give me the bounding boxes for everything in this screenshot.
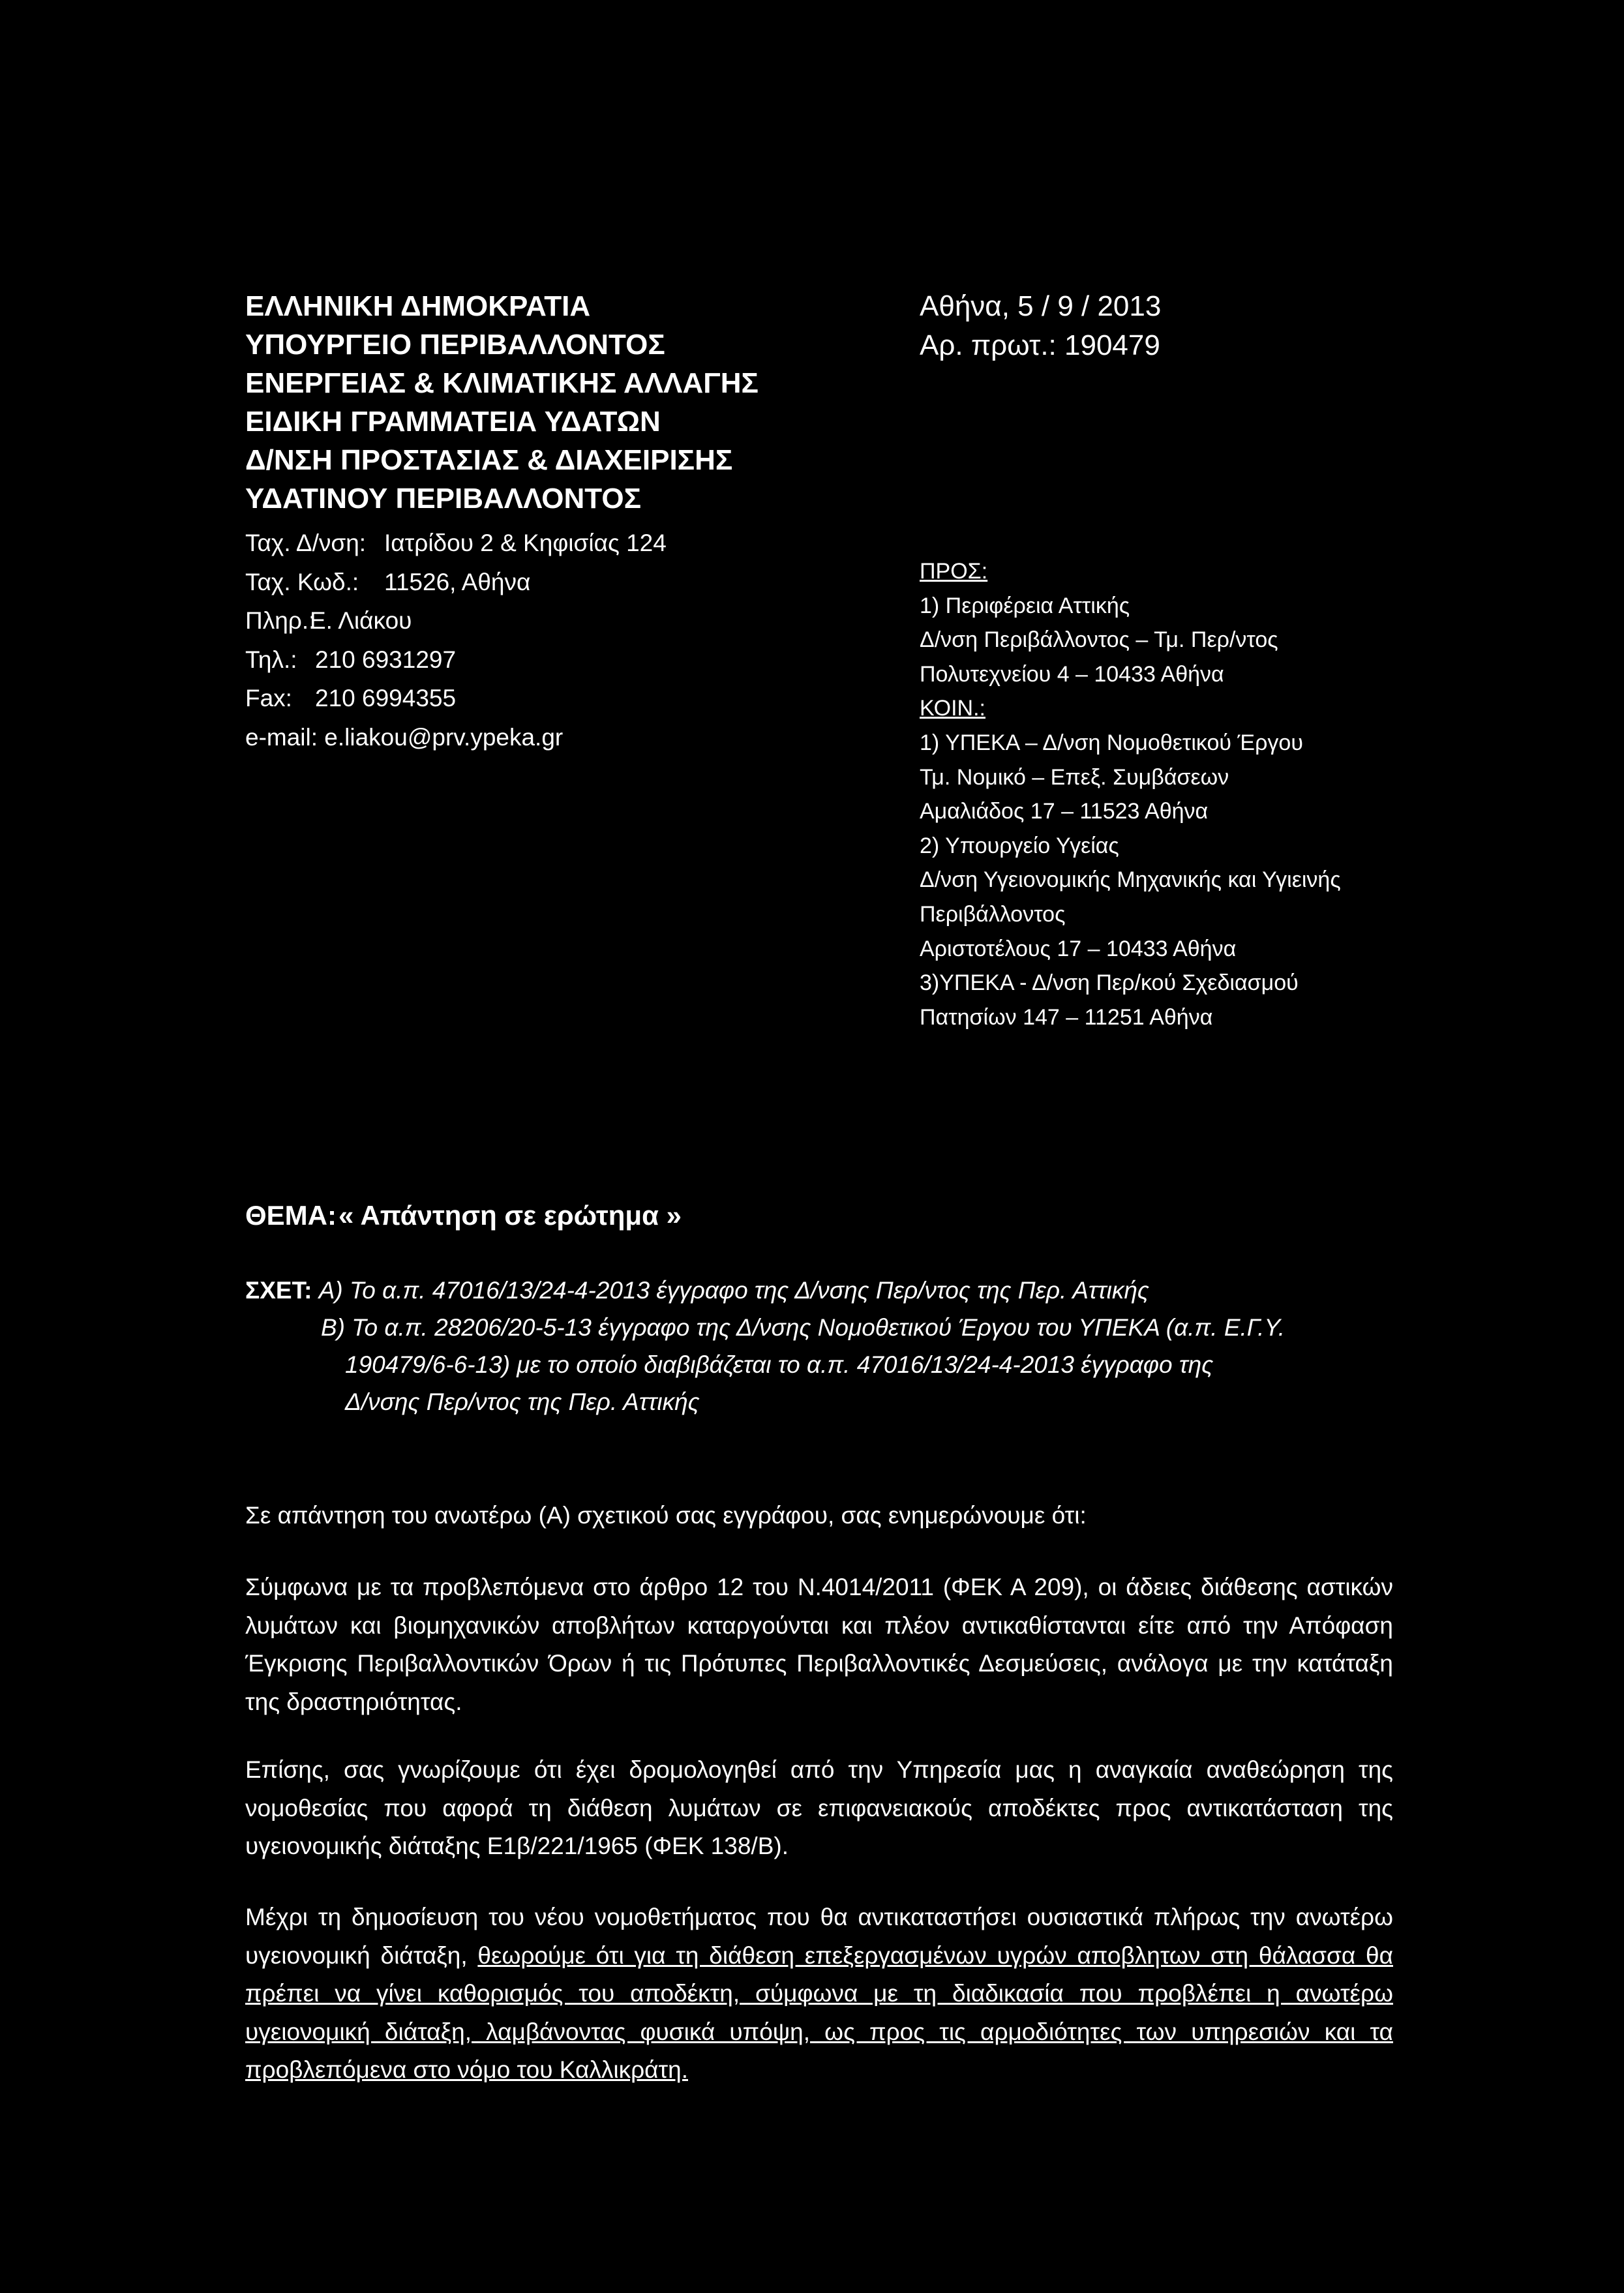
date-line: Αθήνα, 5 / 9 / 2013	[920, 290, 1162, 322]
reference-line-b-cont: 190479/6-6-13) με το οποίο διαβιβάζεται το α.π. 47016/13/24-4-2013 έγγραφο της	[345, 1351, 1214, 1378]
paragraph-plain-text: Μέχρι τη δημοσίευση του νέου νομοθετήματος που θα αντικαταστήσει ουσιαστικά πλήρως την ανωτέρω υγειονομική διάταξη,	[245, 1904, 1393, 1969]
reference-line-b-cont: Δ/νσης Περ/ντος της Περ. Αττικής	[345, 1388, 700, 1415]
address-line	[245, 524, 667, 563]
cc-line: Αριστοτέλους 17 – 10433 Αθήνα	[920, 936, 1237, 961]
sender-contact	[245, 524, 667, 757]
postcode-label: Ταχ. Κωδ.:	[245, 568, 359, 595]
cc-line: 1) ΥΠΕΚΑ – Δ/νση Νομοθετικού Έργου	[920, 730, 1303, 755]
paragraph-text: Σύμφωνα με τα προβλεπόμενα στο άρθρο 12 του Ν.4014/2011 (ΦΕΚ Α 209), οι άδειες διάθεσης αστικών λυμάτων και βιομηχανικών αποβλήτων καταργούνται και πλέον αντικαθίστανται είτε από την Απόφαση Έγκρισης Περιβαλλοντικών Όρων ή τις Πρότυπες Περιβαλλοντικές Δεσμεύσεις, ανάλογα με την κατάταξη της δραστηριότητας.	[245, 1574, 1393, 1715]
info-value: Ε. Λιάκου	[310, 607, 412, 634]
sender-line: ΕΙΔΙΚΗ ΓΡΑΜΜΑΤΕΙΑ ΥΔΑΤΩΝ	[245, 406, 661, 438]
fax-line	[245, 679, 667, 718]
cc-line: Δ/νση Υγειονομικής Μηχανικής και Υγιεινής	[920, 867, 1341, 893]
subject	[245, 1200, 682, 1231]
fax-label: Fax:	[245, 685, 292, 712]
phone-label: Τηλ.:	[245, 646, 297, 673]
reference-line-b: Β) Το α.π. 28206/20-5-13 έγγραφο της Δ/νσης Νομοθετικού Έργου του ΥΠΕΚΑ (α.π. Ε.Γ.Υ.	[321, 1314, 1286, 1341]
body-paragraph-3	[245, 1751, 1393, 1866]
cc-line: Περιβάλλοντος	[920, 901, 1066, 927]
postcode-value: 11526, Αθήνα	[384, 568, 531, 595]
address-value: Ιατρίδου 2 & Κηφισίας 124	[384, 530, 667, 556]
address-label: Ταχ. Δ/νση:	[245, 530, 367, 556]
references	[245, 1272, 1285, 1420]
subject-text: « Απάντηση σε ερώτημα »	[338, 1200, 682, 1231]
recipients	[920, 554, 1341, 1034]
cc-line: 2) Υπουργείο Υγείας	[920, 833, 1119, 858]
phone-line	[245, 640, 667, 680]
postcode-line	[245, 563, 667, 602]
cc-label: ΚΟΙΝ.:	[920, 696, 985, 721]
sender-line: ΥΔΑΤΙΝΟΥ ΠΕΡΙΒΑΛΛΟΝΤΟΣ	[245, 483, 642, 515]
body-paragraph-1	[245, 1497, 1393, 1535]
sender-header	[245, 287, 759, 518]
cc-line: Αμαλιάδος 17 – 11523 Αθήνα	[920, 799, 1209, 824]
reference-line-a	[245, 1272, 1285, 1309]
reference-text: Α) Το α.π. 47016/13/24-4-2013 έγγραφο της Δ/νσης Περ/ντος της Περ. Αττικής	[318, 1277, 1149, 1304]
paragraph-text: Επίσης, σας γνωρίζουμε ότι έχει δρομολογηθεί από την Υπηρεσία μας η αναγκαία αναθεώρηση της νομοθεσίας που αφορά τη διάθεση λυμάτων σε επιφανειακούς αποδέκτες προς αντικατάσταση της υγειονομικής διάταξης Ε1β/221/1965 (ΦΕΚ 138/Β).	[245, 1756, 1393, 1859]
to-label: ΠΡΟΣ:	[920, 559, 988, 584]
phone-value: 210 6931297	[315, 646, 457, 673]
email-line: e-mail: e.liakou@prv.ypeka.gr	[245, 723, 564, 751]
paragraph-underlined-text: θεωρούμε ότι για τη διάθεση επεξεργασμένων υγρών αποβλητων στη θάλασσα θα πρέπει να γίνει καθορισμός του αποδέκτη, σύμφωνα με τη διαδικασία που προβλέπει η ανωτέρω υγειονομική διάταξη, λαμβάνοντας φυσικά υπόψη, ως προς τις αρμοδιότητες των υπηρεσιών και τα προβλεπόμενα στο νόμο του Καλλικράτη.	[245, 1941, 1393, 2083]
sender-line: ΥΠΟΥΡΓΕΙΟ ΠΕΡΙΒΑΛΛΟΝΤΟΣ	[245, 329, 665, 361]
info-label: Πληρ.:	[245, 607, 316, 634]
cc-line: Πατησίων 147 – 11251 Αθήνα	[920, 1004, 1213, 1030]
subject-label: ΘΕΜΑ:	[245, 1200, 337, 1231]
fax-value: 210 6994355	[315, 685, 457, 712]
sender-line: ΕΛΛΗΝΙΚΗ ΔΗΜΟΚΡΑΤΙΑ	[245, 290, 591, 322]
to-line: Δ/νση Περιβάλλοντος – Τμ. Περ/ντος	[920, 627, 1278, 653]
cc-line: Τμ. Νομικό – Επεξ. Συμβάσεων	[920, 764, 1229, 790]
paragraph-text	[245, 1898, 1393, 2090]
cc-line: 3)ΥΠΕΚΑ - Δ/νση Περ/κού Σχεδιασμού	[920, 970, 1299, 996]
paragraph-text: Σε απάντηση του ανωτέρω (Α) σχετικού σας εγγράφου, σας ενημερώνουμε ότι:	[245, 1502, 1087, 1529]
date-protocol	[920, 287, 1161, 365]
references-label: ΣΧΕΤ:	[245, 1277, 312, 1304]
sender-line: Δ/ΝΣΗ ΠΡΟΣΤΑΣΙΑΣ & ΔΙΑΧΕΙΡΙΣΗΣ	[245, 444, 733, 476]
sender-line: ΕΝΕΡΓΕΙΑΣ & ΚΛΙΜΑΤΙΚΗΣ ΑΛΛΑΓΗΣ	[245, 367, 759, 399]
to-line: Πολυτεχνείου 4 – 10433 Αθήνα	[920, 661, 1224, 687]
body-paragraph-4	[245, 1898, 1393, 2090]
to-line: 1) Περιφέρεια Αττικής	[920, 593, 1130, 618]
protocol-line: Αρ. πρωτ.: 190479	[920, 329, 1160, 361]
body-paragraph-2	[245, 1568, 1393, 1721]
info-line	[245, 601, 667, 640]
